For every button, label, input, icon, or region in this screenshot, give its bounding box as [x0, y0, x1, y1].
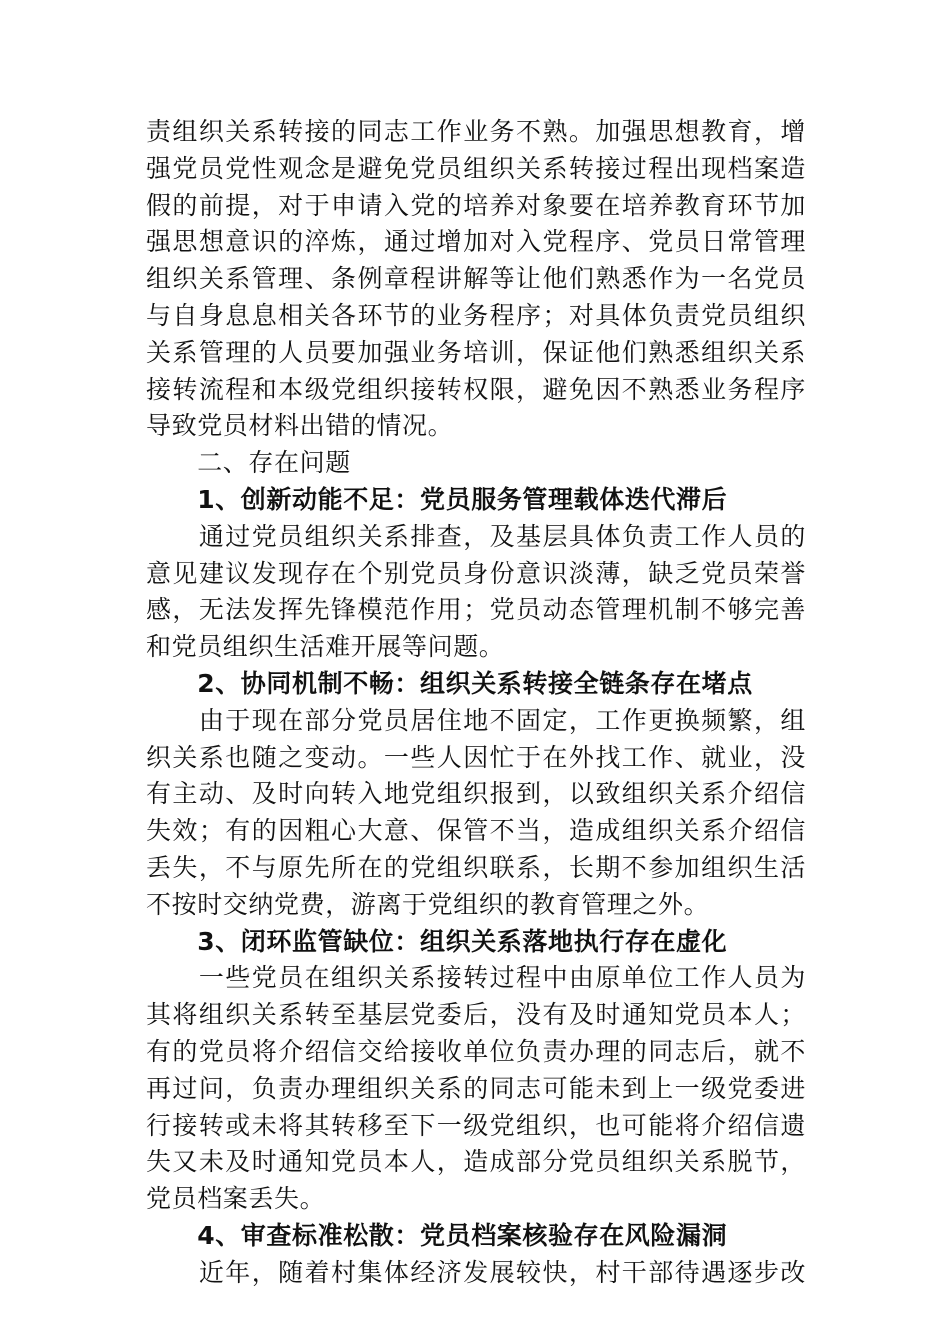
subsection-heading: 4、审查标准松散：党员档案核验存在风险漏洞 [146, 1220, 728, 1250]
paragraph-line: 党员档案丢失。 [146, 1184, 326, 1214]
paragraph-line: 组织关系管理、条例章程讲解等让他们熟悉作为一名党员 [146, 264, 806, 294]
paragraph-line: 感，无法发挥先锋模范作用；党员动态管理机制不够完善 [146, 595, 806, 625]
section-title: 二、存在问题 [146, 448, 351, 478]
paragraph-line: 行接转或未将其转移至下一级党组织，也可能将介绍信遗 [146, 1110, 806, 1140]
paragraph-line: 不按时交纳党费，游离于党组织的教育管理之外。 [146, 889, 710, 919]
paragraph-line: 导致党员材料出错的情况。 [146, 411, 454, 441]
paragraph-line: 失又未及时通知党员本人，造成部分党员组织关系脱节， [146, 1147, 806, 1177]
paragraph-line: 通过党员组织关系排查，及基层具体负责工作人员的 [146, 521, 806, 551]
paragraph-line: 有的党员将介绍信交给接收单位负责办理的同志后，就不 [146, 1036, 806, 1066]
paragraph-line: 关系管理的人员要加强业务培训，保证他们熟悉组织关系 [146, 337, 806, 367]
paragraph-line: 近年，随着村集体经济发展较快，村干部待遇逐步改 [146, 1257, 806, 1287]
paragraph-line: 和党员组织生活难开展等问题。 [146, 632, 505, 662]
paragraph-line: 强党员党性观念是避免党员组织关系转接过程出现档案造 [146, 153, 806, 183]
paragraph-line: 丢失，不与原先所在的党组织联系，长期不参加组织生活 [146, 852, 806, 882]
paragraph-line: 再过问，负责办理组织关系的同志可能未到上一级党委进 [146, 1073, 806, 1103]
document-body [146, 114, 806, 1292]
paragraph-line: 假的前提，对于申请入党的培养对象要在培养教育环节加 [146, 190, 806, 220]
paragraph-line: 意见建议发现存在个别党员身份意识淡薄，缺乏党员荣誉 [146, 558, 806, 588]
paragraph-line: 强思想意识的淬炼，通过增加对入党程序、党员日常管理 [146, 227, 806, 257]
paragraph-line: 责组织关系转接的同志工作业务不熟。加强思想教育，增 [146, 117, 806, 146]
paragraph-line: 与自身息息相关各环节的业务程序；对具体负责党员组织 [146, 300, 806, 330]
paragraph-line: 接转流程和本级党组织接转权限，避免因不熟悉业务程序 [146, 374, 806, 404]
paragraph-line: 有主动、及时向转入地党组织报到，以致组织关系介绍信 [146, 779, 806, 809]
paragraph-line: 其将组织关系转至基层党委后，没有及时通知党员本人； [146, 1000, 806, 1030]
subsection-heading: 1、创新动能不足：党员服务管理载体迭代滞后 [146, 484, 728, 514]
paragraph-line: 织关系也随之变动。一些人因忙于在外找工作、就业，没 [146, 742, 806, 772]
paragraph-line: 一些党员在组织关系接转过程中由原单位工作人员为 [146, 963, 806, 993]
paragraph-line: 由于现在部分党员居住地不固定，工作更换频繁，组 [146, 705, 806, 735]
subsection-heading: 2、协同机制不畅：组织关系转接全链条存在堵点 [146, 668, 753, 698]
subsection-heading: 3、闭环监管缺位：组织关系落地执行存在虚化 [146, 926, 728, 956]
paragraph-line: 失效；有的因粗心大意、保管不当，造成组织关系介绍信 [146, 816, 806, 846]
